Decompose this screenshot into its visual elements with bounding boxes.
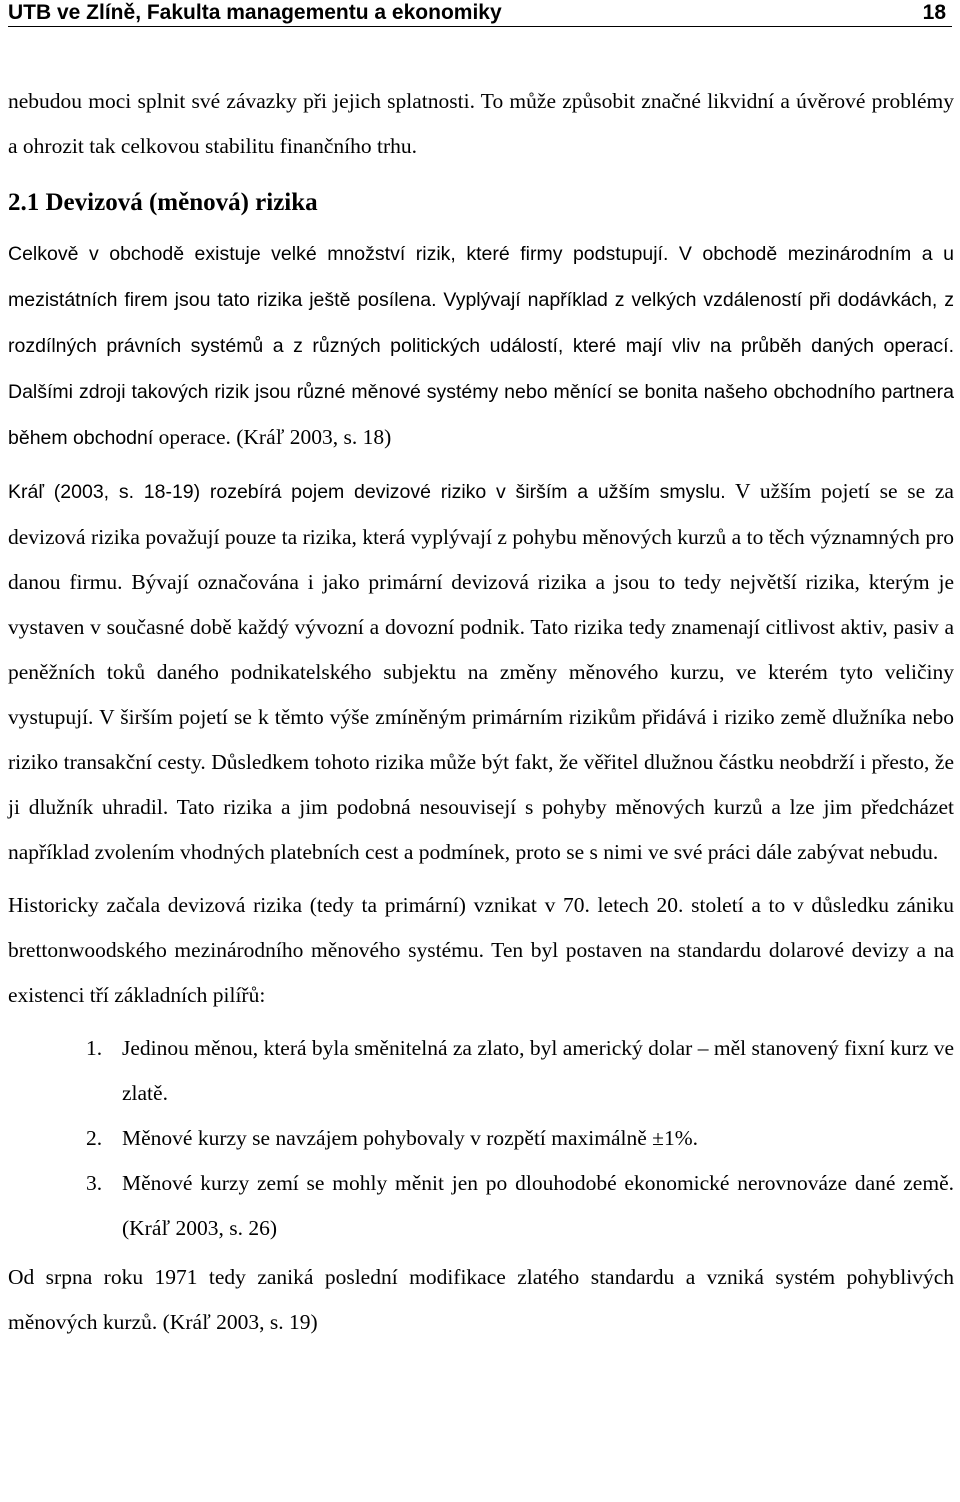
paragraph-1-sans-text: Celkově v obchodě existuje velké množství rizik, které firmy podstupují. V obchodě mezinárodním a u mezistátních firem jsou tato rizika ještě posílena. Vyplývají například z velkých vzdáleností při dodávkách, z rozdílných právních systémů a z různých politických událostí, které mají vliv na průběh daných operací. Dalšími zdroji takových rizik jsou různé měnové systémy nebo měnící se bonita našeho obchodního partnera během obchodní bbox=[8, 243, 954, 449]
paragraph-3: Historicky začala devizová rizika (tedy ta primární) vznikat v 70. letech 20. století a to v důsledku zániku brettonwoodského mezinárodního měnového systému. Ten byl postaven na standardu dolarové devizy a na existenci tří základních pilířů: bbox=[8, 893, 954, 1007]
page-number: 18 bbox=[922, 1, 946, 24]
paragraph-intro: nebudou moci splnit své závazky při jejich splatnosti. To může způsobit značné likvidní a úvěrové problémy a ohrozit tak celkovou stabilitu finančního trhu. bbox=[8, 89, 954, 158]
paragraph-2-sans-text: Kráľ (2003, s. 18-19) rozebírá pojem devizové riziko v širším a užším smyslu. bbox=[8, 481, 726, 503]
pillars-list bbox=[8, 1026, 954, 1251]
section-heading: 2.1 Devizová (měnová) rizika bbox=[8, 189, 318, 216]
page-header bbox=[8, 0, 952, 27]
list-item-number: 2. bbox=[86, 1126, 103, 1150]
list-item-number: 1. bbox=[86, 1036, 103, 1060]
list-item bbox=[8, 1116, 954, 1161]
list-item bbox=[8, 1026, 954, 1116]
paragraph-4: Od srpna roku 1971 tedy zaniká poslední modifikace zlatého standardu a vzniká systém pohyblivých měnových kurzů. (Kráľ 2003, s. 19) bbox=[8, 1265, 954, 1334]
paragraph-2-serif-text: V užším pojetí se se za devizová rizika považují pouze ta rizika, která vyplývají z pohybu měnových kurzů a to těch významných pro danou firmu. Bývají označována i jako primární devizová rizika a jsou to tedy největší rizika, kterým je vystaven v současné době každý vývozní a dovozní podnik. Tato rizika tedy znamenají citlivost aktiv, pasiv a peněžních toků daného podnikatelského subjektu na změny měnového kurzu, ve kterém tyto veličiny vystupují. V širším pojetí se k těmto výše zmíněným primárním rizikům přidává i riziko země dlužníka nebo riziko transakční cesty. Důsledkem tohoto rizika může být fakt, že věřitel dlužnou částku neobdrží i přesto, že ji dlužník uhradil. Tato rizika a jim podobná nesouvisejí s pohyby měnových kurzů a lze jim předcházet například zvolením vhodných platebních cest a podmínek, proto se s nimi ve své práci dále zabývat nebudu. bbox=[8, 479, 954, 864]
list-item-text: Měnové kurzy se navzájem pohybovaly v rozpětí maximálně ±1%. bbox=[122, 1126, 698, 1150]
paragraph-2 bbox=[8, 469, 954, 875]
list-item bbox=[8, 1161, 954, 1251]
list-item-number: 3. bbox=[86, 1171, 103, 1195]
list-item-text: Jedinou měnou, která byla směnitelná za zlato, byl americký dolar – měl stanovený fixní kurz ve zlatě. bbox=[122, 1036, 954, 1105]
document-body bbox=[8, 79, 954, 1353]
paragraph-1-serif-text: operace. (Kráľ 2003, s. 18) bbox=[158, 425, 392, 449]
header-title: UTB ve Zlíně, Fakulta managementu a ekonomiky bbox=[8, 1, 502, 24]
list-item-text: Měnové kurzy zemí se mohly měnit jen po dlouhodobé ekonomické nerovnováze dané země. (Kráľ 2003, s. 26) bbox=[122, 1171, 954, 1240]
paragraph-1 bbox=[8, 231, 954, 461]
